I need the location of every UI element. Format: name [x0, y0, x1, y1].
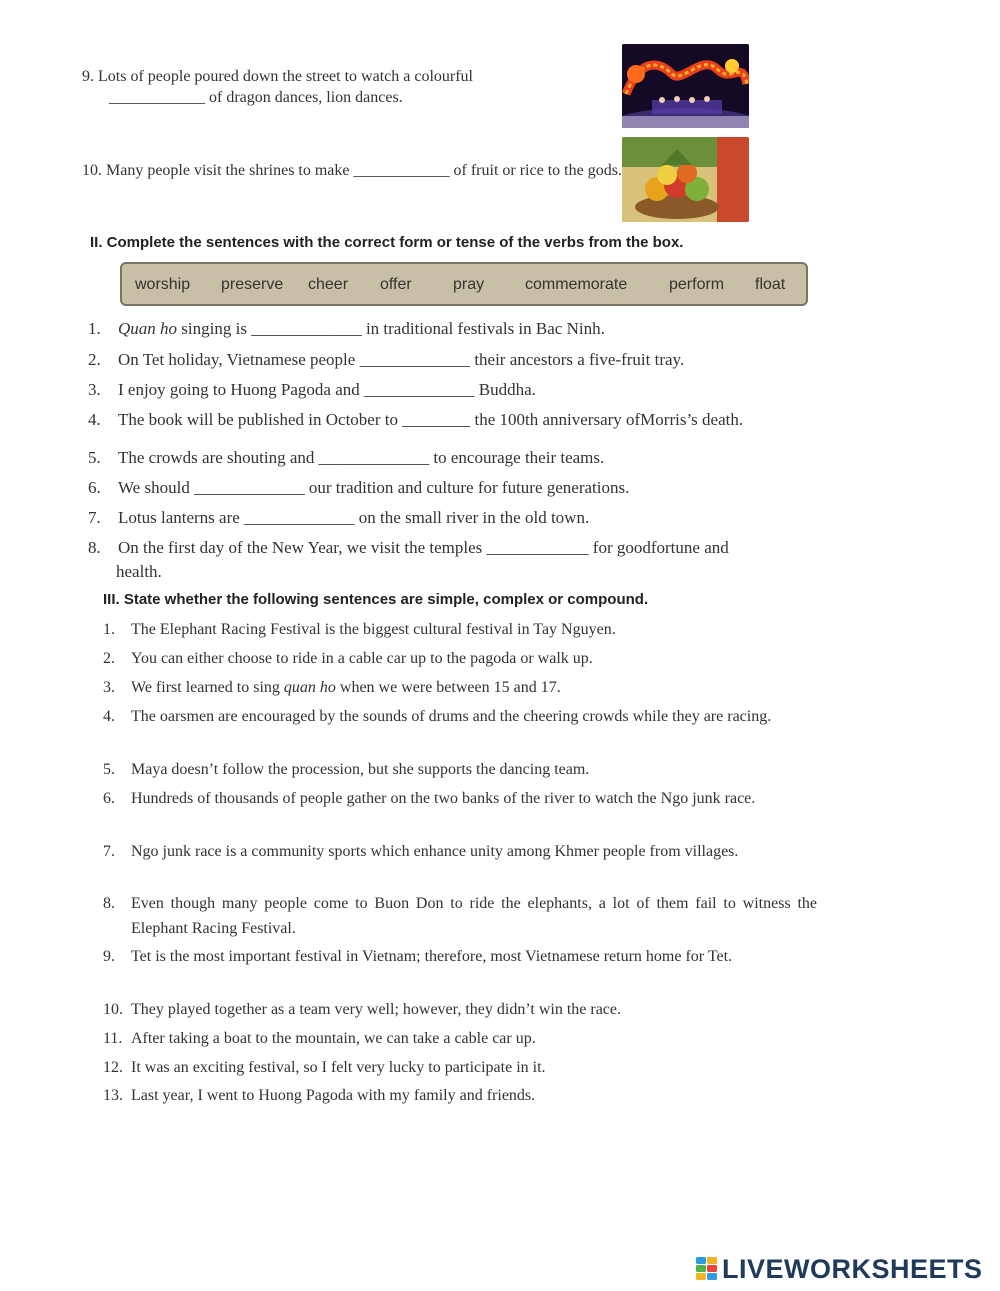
exercise-3-item-1	[103, 617, 817, 642]
item-text: Hundreds of thousands of people gather on the two banks of the river to watch the Ngo junk race.	[131, 790, 756, 807]
answer-blank[interactable]: ____________	[486, 538, 589, 557]
section-3-heading: III. State whether the following sentences are simple, complex or compound.	[103, 591, 649, 608]
exercise-2-item-3	[88, 378, 536, 402]
item-number: 1.	[103, 621, 115, 638]
item-text: the 100th anniversary ofMorris’s death.	[470, 410, 744, 429]
item-text: Lotus lanterns are	[118, 508, 245, 527]
exercise-2-item-4	[88, 408, 743, 432]
exercise-3-item-9	[103, 944, 817, 969]
item-text: It was an exciting festival, so I felt very lucky to participate in it.	[131, 1059, 546, 1076]
section-2-heading: II. Complete the sentences with the correct form or tense of the verbs from the box.	[90, 234, 684, 251]
item-text: to encourage their teams.	[429, 448, 605, 467]
logo-blocks-icon	[696, 1257, 718, 1281]
item-number: 9.	[103, 948, 115, 965]
item-text: On Tet holiday, Vietnamese people	[118, 350, 360, 369]
exercise-2-item-7	[88, 506, 589, 530]
item-text: The oarsmen are encouraged by the sounds of drums and the cheering crowds while they are racing.	[131, 708, 772, 725]
item-text: Even though many people come to Buon Don to ride the elephants, a lot of them fail to witness the Elephant Racing Festival.	[131, 895, 817, 937]
item-number: 3.	[88, 380, 101, 399]
exercise-2-item-6	[88, 476, 629, 500]
exercise-2-item-1	[88, 317, 605, 341]
exercise-3-item-6	[103, 786, 817, 811]
exercise-3-item-2	[103, 646, 817, 671]
exercise-3-item-3	[103, 675, 817, 700]
exercise-2-item-8	[88, 536, 830, 584]
item-text	[131, 675, 817, 700]
item-text: The Elephant Racing Festival is the biggest cultural festival in Tay Nguyen.	[131, 621, 616, 638]
word-option: preserve	[221, 276, 284, 293]
item-number: 11.	[103, 1030, 123, 1047]
item-number: 8.	[103, 895, 115, 912]
answer-blank[interactable]: ____________	[109, 89, 205, 106]
item-text: on the small river in the old town.	[354, 508, 590, 527]
item-text: I enjoy going to Huong Pagoda and	[118, 380, 364, 399]
item-text: Tet is the most important festival in Vietnam; therefore, most Vietnamese return home for Tet.	[131, 948, 733, 965]
item-number: 5.	[88, 448, 101, 467]
item-text: After taking a boat to the mountain, we can take a cable car up.	[131, 1030, 536, 1047]
item-text-part: when we were between 15 and 17.	[335, 679, 561, 696]
question-number: 10.	[82, 162, 102, 179]
item-text: We should	[118, 478, 195, 497]
answer-blank[interactable]: _____________	[318, 448, 430, 467]
word-box	[120, 262, 808, 306]
item-number: 4.	[103, 708, 115, 725]
question-text: of fruit or rice to the gods.	[449, 162, 622, 179]
answer-blank[interactable]: _____________	[244, 508, 355, 527]
item-text: in traditional festivals in Bac Ninh.	[361, 319, 605, 338]
exercise-3-item-11	[103, 1026, 817, 1051]
item-number: 1.	[88, 319, 101, 338]
answer-blank[interactable]: _____________	[364, 380, 475, 399]
question-text: Many people visit the shrines to make	[106, 162, 354, 179]
exercise-3-item-4	[103, 704, 817, 729]
answer-blank[interactable]: _____________	[359, 350, 471, 369]
item-text: singing is	[177, 319, 252, 338]
word-option: offer	[380, 276, 412, 293]
item-number: 2.	[88, 350, 101, 369]
exercise-3-item-12	[103, 1055, 817, 1080]
item-number: 6.	[103, 790, 115, 807]
item-text: Maya doesn’t follow the procession, but she supports the dancing team.	[131, 761, 590, 778]
item-number: 12.	[103, 1059, 123, 1076]
word-option: worship	[135, 276, 191, 293]
question-text: of dragon dances, lion dances.	[205, 89, 403, 106]
item-number: 10.	[103, 1001, 123, 1018]
answer-blank[interactable]: ____________	[353, 162, 450, 179]
item-text: You can either choose to ride in a cable car up to the pagoda or walk up.	[131, 650, 593, 667]
item-number: 4.	[88, 410, 101, 429]
item-number: 6.	[88, 478, 101, 497]
fruit-offering-photo	[622, 137, 749, 222]
item-number: 3.	[103, 679, 115, 696]
item-number: 7.	[103, 843, 115, 860]
exercise-3-item-5	[103, 757, 817, 782]
question-number: 9.	[82, 68, 94, 85]
exercise-2-item-2	[88, 348, 684, 372]
question-10	[82, 160, 633, 181]
italic-term: Quan ho	[118, 319, 178, 338]
item-text: They played together as a team very well; however, they didn’t win the race.	[131, 1001, 621, 1018]
word-option: commemorate	[525, 276, 628, 293]
word-option: pray	[453, 276, 485, 293]
exercise-3-item-7	[103, 839, 817, 864]
item-number: 7.	[88, 508, 101, 527]
item-number: 13.	[103, 1087, 123, 1104]
item-text: Buddha.	[474, 380, 536, 399]
brand-name: LIVEWORKSHEETS	[722, 1254, 983, 1284]
item-number: 5.	[103, 761, 115, 778]
item-text: The book will be published in October to	[118, 410, 403, 429]
item-text: Ngo junk race is a community sports which enhance unity among Khmer people from villages.	[131, 843, 739, 860]
question-text: Lots of people poured down the street to watch a colourful	[98, 68, 473, 85]
item-text: On the first day of the New Year, we visit the temples	[118, 538, 487, 557]
item-text: their ancestors a five-fruit tray.	[470, 350, 685, 369]
answer-blank[interactable]: ________	[402, 410, 471, 429]
word-option: cheer	[308, 276, 349, 293]
exercise-3-item-13	[103, 1083, 817, 1108]
item-text: Last year, I went to Huong Pagoda with my family and friends.	[131, 1087, 536, 1104]
item-text-part: We first learned to sing	[131, 679, 284, 696]
item-text: our tradition and culture for future generations.	[304, 478, 630, 497]
item-text: health.	[116, 562, 162, 581]
word-option: perform	[669, 276, 725, 293]
answer-blank[interactable]: _____________	[194, 478, 305, 497]
exercise-2-item-5	[88, 446, 604, 470]
item-text: for goodfortune and	[588, 538, 729, 557]
exercise-3-item-8	[103, 891, 817, 941]
word-option: float	[755, 276, 786, 293]
exercise-3-item-10	[103, 997, 817, 1022]
item-text: The crowds are shouting and	[118, 448, 319, 467]
item-number: 8.	[88, 538, 101, 557]
italic-term: quan ho	[283, 679, 336, 696]
question-9	[82, 66, 633, 108]
answer-blank[interactable]: _____________	[251, 319, 362, 338]
dragon-dance-photo	[622, 44, 749, 128]
item-number: 2.	[103, 650, 115, 667]
